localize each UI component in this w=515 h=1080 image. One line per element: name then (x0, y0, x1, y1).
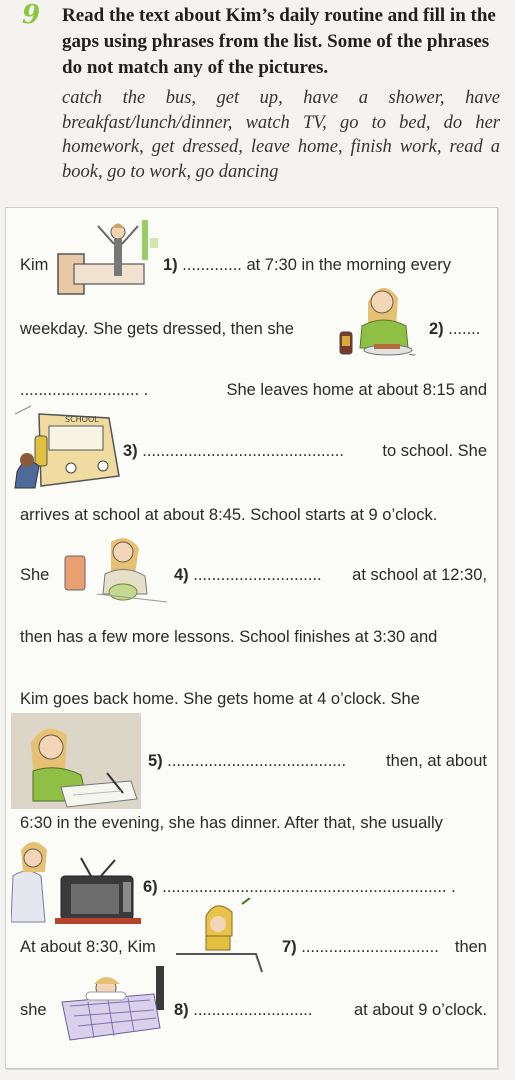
gap-5[interactable]: ....................................... (167, 752, 347, 770)
text-panel (5, 207, 498, 1069)
watching-tv-illustration (11, 836, 149, 926)
school-bus-illustration (11, 402, 129, 494)
gap-2a[interactable]: ....... (448, 320, 481, 338)
reading-illustration (176, 898, 266, 974)
gap-8-number: 8) (174, 1001, 189, 1019)
svg-text:SCHOOL: SCHOOL (65, 415, 99, 424)
gap-5-number: 5) (148, 752, 163, 770)
phrase-list: catch the bus, get up, have a shower, have breakfast/lunch/dinner, watch TV, go to bed, do her homework, get dressed, leave home, finish work, read a book, go to work, go dancing (62, 88, 500, 182)
going-to-bed-illustration (58, 962, 170, 1044)
line-1-start: Kim (20, 256, 49, 274)
gap-1-number: 1) (163, 256, 178, 274)
gap-8[interactable]: .......................... (193, 1001, 313, 1019)
line-8-text: Kim goes back home. She gets home at 4 o’clock. She (20, 690, 420, 708)
gap-6[interactable]: .............................................................. . (162, 878, 456, 896)
line-9-end: then, at about (386, 752, 487, 770)
line-5-text: arrives at school at about 8:45. School starts at 9 o’clock. (20, 506, 438, 524)
gap-7-number: 7) (282, 938, 297, 956)
line-2-text: weekday. She gets dressed, then she (20, 320, 294, 338)
line-13-start: she (20, 1001, 47, 1019)
line-6-start: She (20, 566, 50, 584)
exercise-number: 9 (22, 0, 41, 30)
gap-2-number: 2) (429, 320, 444, 338)
line-3-text: She leaves home at about 8:15 and (226, 381, 487, 399)
instructions: Read the text about Kim’s daily routine and fill in the gaps using phrases from the list. Some of the phrases do not match any of the pictures. (62, 5, 496, 78)
line-7-text: then has a few more lessons. School finishes at 3:30 and (20, 628, 438, 646)
gap-4-number: 4) (174, 566, 189, 584)
gap-1[interactable]: ............. at 7:30 in the morning every (182, 256, 451, 274)
gap-4[interactable]: ............................ (193, 566, 322, 584)
gap-7[interactable]: .............................. (301, 938, 439, 956)
line-6-end: at school at 12:30, (352, 566, 487, 584)
gap-6-number: 6) (143, 878, 158, 896)
homework-illustration (11, 713, 141, 809)
lunch-illustration (61, 534, 171, 610)
line-4-end: to school. She (382, 442, 487, 460)
breakfast-illustration (338, 274, 424, 360)
svg-text:~: ~ (408, 350, 417, 360)
line-12-end: then (454, 938, 487, 956)
gap-3[interactable]: ............................................ (142, 442, 344, 460)
gap-2b[interactable]: .......................... . (20, 381, 149, 399)
gap-3-number: 3) (123, 442, 138, 460)
line-12-start: At about 8:30, Kim (20, 938, 156, 956)
line-13-end: at about 9 o’clock. (354, 1001, 487, 1019)
getting-up-illustration (54, 216, 164, 296)
line-10-text: 6:30 in the evening, she has dinner. After that, she usually (20, 814, 443, 832)
